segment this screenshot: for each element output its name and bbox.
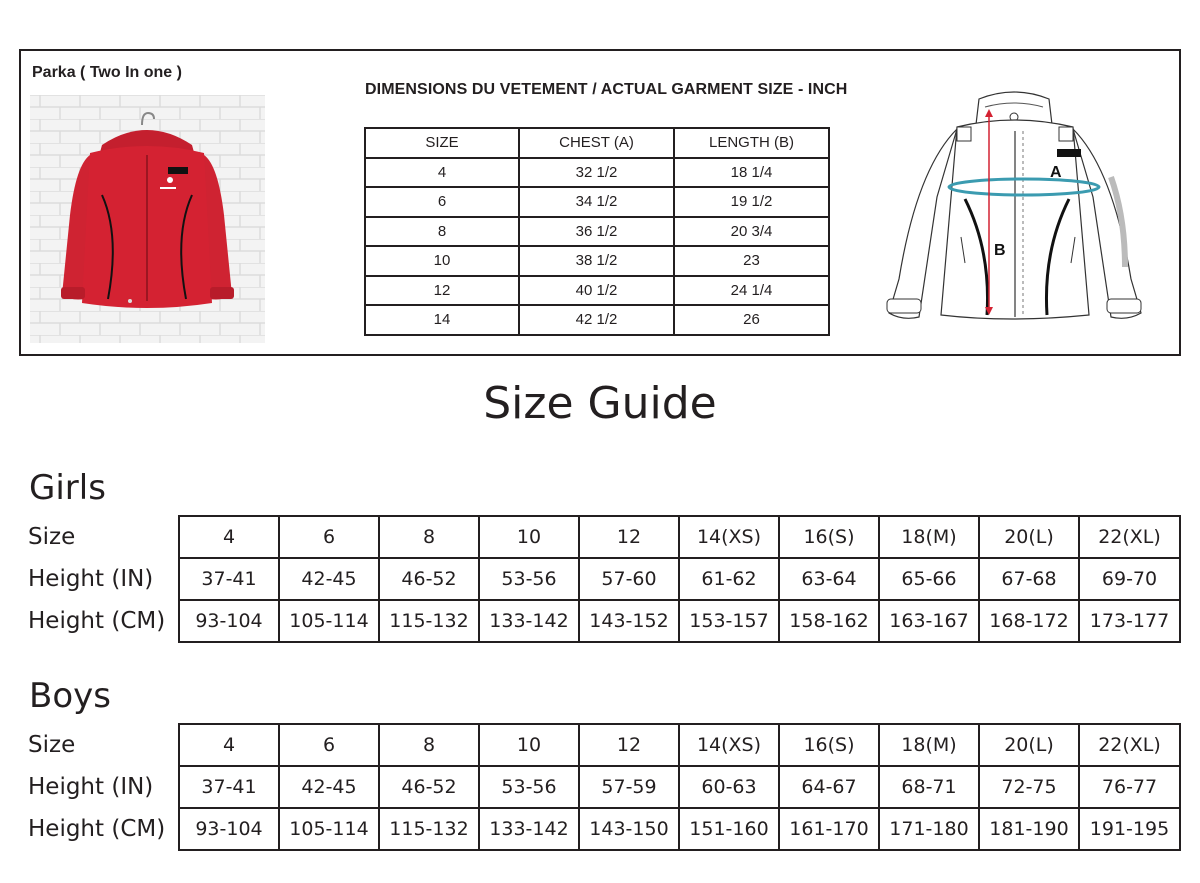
height-cm-cell: 143-152 — [579, 600, 679, 642]
height-cm-cell: 181-190 — [979, 808, 1079, 850]
size-cell: 12 — [365, 276, 519, 306]
size-cell: 6 — [365, 187, 519, 217]
size-cell: 20(L) — [979, 724, 1079, 766]
size-cell: 12 — [579, 724, 679, 766]
girls-size-row — [179, 516, 1180, 558]
height-in-cell: 72-75 — [979, 766, 1079, 808]
chest-cell: 36 1/2 — [519, 217, 674, 247]
boys-size-table — [178, 723, 1181, 851]
girls-heading: Girls — [29, 468, 106, 508]
height-in-cell: 42-45 — [279, 558, 379, 600]
size-cell: 10 — [479, 724, 579, 766]
chest-cell: 38 1/2 — [519, 246, 674, 276]
boys-heading: Boys — [29, 676, 111, 716]
size-cell: 4 — [179, 724, 279, 766]
height-cm-cell: 143-150 — [579, 808, 679, 850]
height-in-cell: 63-64 — [779, 558, 879, 600]
height-cm-cell: 168-172 — [979, 600, 1079, 642]
size-cell: 6 — [279, 724, 379, 766]
row-label-size: Size — [28, 732, 76, 758]
height-in-cell: 37-41 — [179, 558, 279, 600]
height-cm-cell: 133-142 — [479, 808, 579, 850]
row-label-height-in: Height (IN) — [28, 774, 154, 800]
size-cell: 10 — [479, 516, 579, 558]
height-cm-cell: 173-177 — [1079, 600, 1180, 642]
boys-row-labels — [28, 724, 165, 850]
height-in-cell: 53-56 — [479, 766, 579, 808]
size-guide-title: Size Guide — [483, 378, 717, 429]
boys-size-row — [179, 724, 1180, 766]
height-in-cell: 57-59 — [579, 766, 679, 808]
height-in-cell: 64-67 — [779, 766, 879, 808]
size-cell: 16(S) — [779, 516, 879, 558]
length-cell: 18 1/4 — [674, 158, 829, 188]
height-in-cell: 67-68 — [979, 558, 1079, 600]
chest-cell: 32 1/2 — [519, 158, 674, 188]
header-length: LENGTH (B) — [674, 128, 829, 158]
girls-height-cm-row — [179, 600, 1180, 642]
size-cell: 20(L) — [979, 516, 1079, 558]
height-cm-cell: 153-157 — [679, 600, 779, 642]
length-cell: 23 — [674, 246, 829, 276]
height-cm-cell: 161-170 — [779, 808, 879, 850]
length-cell: 19 1/2 — [674, 187, 829, 217]
size-cell: 6 — [279, 516, 379, 558]
size-cell: 18(M) — [879, 724, 979, 766]
row-label-height-cm: Height (CM) — [28, 608, 166, 634]
girls-height-in-row — [179, 558, 1180, 600]
chest-cell: 40 1/2 — [519, 276, 674, 306]
measure-a-label: A — [1050, 164, 1062, 181]
size-cell: 22(XL) — [1079, 516, 1180, 558]
height-in-cell: 61-62 — [679, 558, 779, 600]
height-in-cell: 65-66 — [879, 558, 979, 600]
height-cm-cell: 163-167 — [879, 600, 979, 642]
jacket-measurement-diagram — [861, 87, 1161, 357]
height-cm-cell: 158-162 — [779, 600, 879, 642]
height-in-cell: 69-70 — [1079, 558, 1180, 600]
height-in-cell: 60-63 — [679, 766, 779, 808]
boys-height-cm-row — [179, 808, 1180, 850]
girls-size-table — [178, 515, 1181, 643]
size-cell: 4 — [365, 158, 519, 188]
table-row — [365, 217, 829, 247]
product-title: Parka ( Two In one ) — [32, 64, 182, 81]
product-photo — [30, 95, 265, 343]
height-in-cell: 53-56 — [479, 558, 579, 600]
header-size: SIZE — [365, 128, 519, 158]
boys-height-in-row — [179, 766, 1180, 808]
size-cell: 12 — [579, 516, 679, 558]
height-cm-cell: 115-132 — [379, 808, 479, 850]
height-in-cell: 46-52 — [379, 766, 479, 808]
table-row — [365, 246, 829, 276]
table-row — [365, 158, 829, 188]
height-in-cell: 37-41 — [179, 766, 279, 808]
height-cm-cell: 191-195 — [1079, 808, 1180, 850]
height-cm-cell: 171-180 — [879, 808, 979, 850]
header-chest: CHEST (A) — [519, 128, 674, 158]
table-row — [365, 187, 829, 217]
height-cm-cell: 151-160 — [679, 808, 779, 850]
height-cm-cell: 105-114 — [279, 600, 379, 642]
chest-cell: 42 1/2 — [519, 305, 674, 335]
height-in-cell: 46-52 — [379, 558, 479, 600]
row-label-size: Size — [28, 524, 76, 550]
length-cell: 26 — [674, 305, 829, 335]
height-cm-cell: 93-104 — [179, 600, 279, 642]
height-in-cell: 68-71 — [879, 766, 979, 808]
size-cell: 14 — [365, 305, 519, 335]
length-cell: 20 3/4 — [674, 217, 829, 247]
height-in-cell: 42-45 — [279, 766, 379, 808]
size-cell: 8 — [379, 516, 479, 558]
size-cell: 10 — [365, 246, 519, 276]
measure-b-label: B — [994, 242, 1006, 259]
size-cell: 14(XS) — [679, 516, 779, 558]
size-cell: 14(XS) — [679, 724, 779, 766]
size-cell: 16(S) — [779, 724, 879, 766]
row-label-height-in: Height (IN) — [28, 566, 154, 592]
length-cell: 24 1/4 — [674, 276, 829, 306]
size-cell: 4 — [179, 516, 279, 558]
height-cm-cell: 93-104 — [179, 808, 279, 850]
girls-row-labels — [28, 516, 165, 642]
size-cell: 8 — [365, 217, 519, 247]
table-row — [365, 276, 829, 306]
height-cm-cell: 105-114 — [279, 808, 379, 850]
height-cm-cell: 115-132 — [379, 600, 479, 642]
table-row — [365, 305, 829, 335]
size-cell: 8 — [379, 724, 479, 766]
garment-dimensions-title: DIMENSIONS DU VETEMENT / ACTUAL GARMENT SIZE - INCH — [365, 81, 848, 98]
height-in-cell: 57-60 — [579, 558, 679, 600]
size-cell: 18(M) — [879, 516, 979, 558]
chest-cell: 34 1/2 — [519, 187, 674, 217]
height-in-cell: 76-77 — [1079, 766, 1180, 808]
garment-dimensions-table — [364, 127, 830, 336]
row-label-height-cm: Height (CM) — [28, 816, 166, 842]
garment-info-box — [19, 49, 1181, 356]
size-cell: 22(XL) — [1079, 724, 1180, 766]
height-cm-cell: 133-142 — [479, 600, 579, 642]
table-header-row — [365, 128, 829, 158]
